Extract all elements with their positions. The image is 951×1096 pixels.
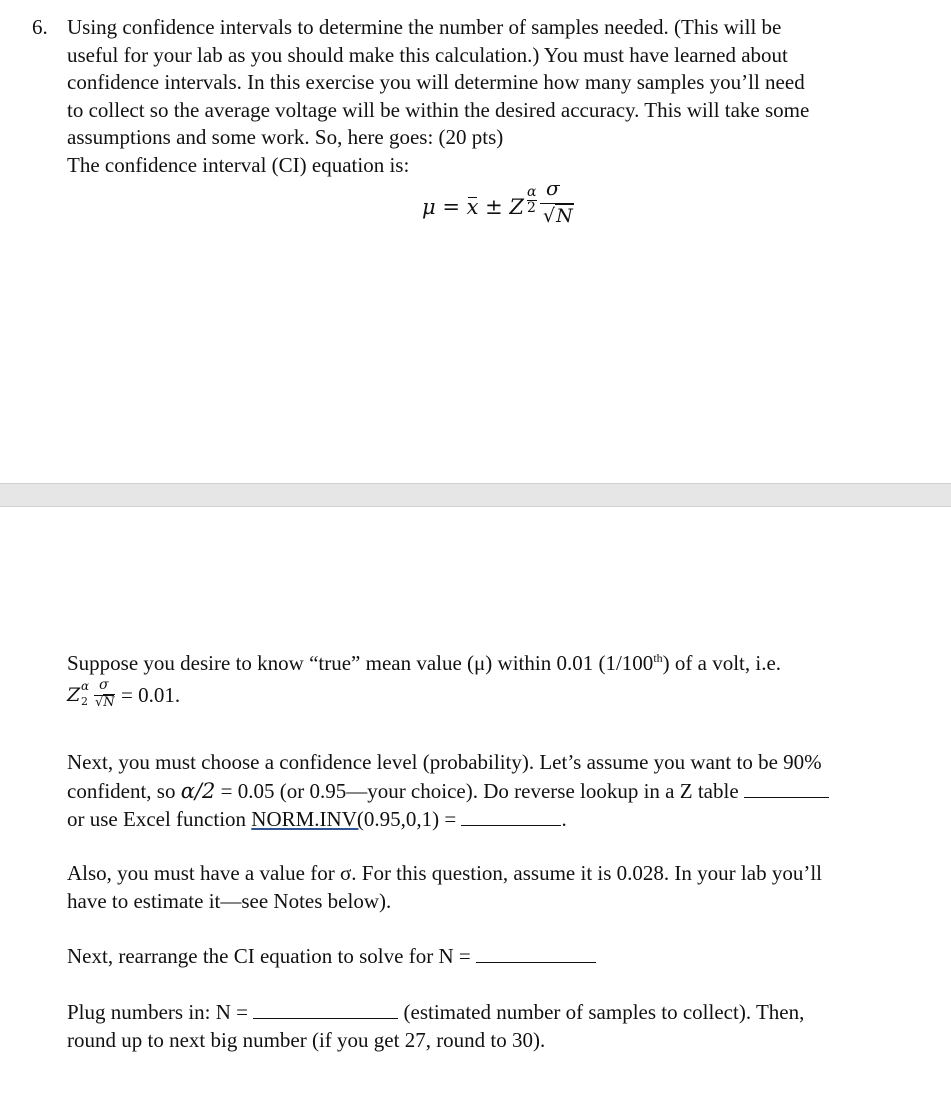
n-symbol: N [556, 205, 573, 227]
sigma-symbol: σ [99, 677, 109, 693]
alpha-over-two: α/2 [180, 778, 216, 803]
sqrt-n [543, 205, 574, 227]
suppose-paragraph [67, 650, 937, 678]
n-answer-blank[interactable] [253, 998, 398, 1019]
excel-function-link[interactable]: NORM.INV( [251, 807, 364, 831]
ci-equation [422, 176, 582, 236]
sqrt-sign: √ [95, 695, 104, 710]
ci-equation-lhs [422, 194, 524, 222]
paragraph-line: have to estimate it—see Notes below). [67, 888, 392, 913]
text-run: = 0.05 (or 0.95—your choice). Do reverse lookup in a Z table [215, 778, 744, 803]
question-block [32, 14, 937, 179]
text-run: 0.95,0,1) = [363, 807, 462, 831]
question-line: The confidence interval (CI) equation is: [67, 152, 410, 177]
margin-of-error-equation [67, 678, 227, 722]
text-run: confident, so [67, 778, 181, 803]
two-denominator: 2 [81, 695, 88, 708]
z-table-answer-blank[interactable] [744, 777, 829, 798]
plus-minus-z: ± Z [478, 195, 524, 219]
plug-numbers-paragraph [67, 998, 937, 1054]
question-number: 6. [32, 15, 48, 39]
mu-equals: μ = [422, 195, 467, 219]
sqrt-sign: √ [543, 205, 556, 227]
equals-value: = 0.01. [121, 683, 181, 707]
text-run: Plug numbers in: N = [67, 1000, 254, 1024]
two-denominator: 2 [527, 200, 536, 216]
page-break-band [0, 483, 951, 507]
suppose-text-end: ) of a volt, i.e. [662, 651, 782, 675]
alpha-symbol: α [527, 184, 537, 200]
question-line: to collect so the average voltage will be within the desired accuracy. This will take some [67, 97, 810, 122]
question-line: confidence intervals. In this exercise you will determine how many samples you’ll need [67, 70, 805, 94]
text-run: Next, rearrange the CI equation to solve for N = [67, 944, 476, 968]
rearrange-answer-blank[interactable] [476, 942, 596, 963]
rearrange-paragraph [67, 942, 937, 971]
question-line: assumptions and some work. So, here goes: (20 pts) [67, 125, 504, 149]
alpha-symbol: α [81, 679, 90, 693]
z-symbol: Z [67, 684, 81, 706]
paragraph-line: round up to next big number (if you get 27, round to 30). [67, 1027, 546, 1052]
paragraph-line [67, 777, 937, 806]
text-run: (estimated number of samples to collect). Then, [398, 1000, 805, 1024]
superscript-th: th [653, 651, 663, 665]
sigma-paragraph [67, 860, 937, 915]
confidence-level-paragraph [67, 749, 937, 834]
question-line: Using confidence intervals to determine the number of samples needed. (This will be [67, 15, 782, 39]
paragraph-line [67, 805, 937, 834]
paragraph-line: Next, you must choose a confidence level (probability). Let’s assume you want to be 90% [67, 750, 822, 774]
excel-answer-blank[interactable] [461, 805, 561, 826]
question-text [67, 14, 927, 179]
paragraph-line [67, 998, 937, 1027]
period: . [561, 807, 567, 831]
question-line: useful for your lab as you should make this calculation.) You must have learned about [67, 42, 788, 67]
suppose-text: Suppose you desire to know “true” mean value (μ) within 0.01 (1/100 [67, 651, 654, 675]
sigma-symbol: σ [546, 176, 560, 200]
paragraph-line: Also, you must have a value for σ. For this question, assume it is 0.028. In your lab you’ll [67, 861, 822, 885]
text-run: or use Excel function [67, 807, 252, 831]
x-bar: x [467, 194, 479, 222]
sqrt-n [95, 695, 115, 711]
n-symbol: N [103, 695, 115, 710]
